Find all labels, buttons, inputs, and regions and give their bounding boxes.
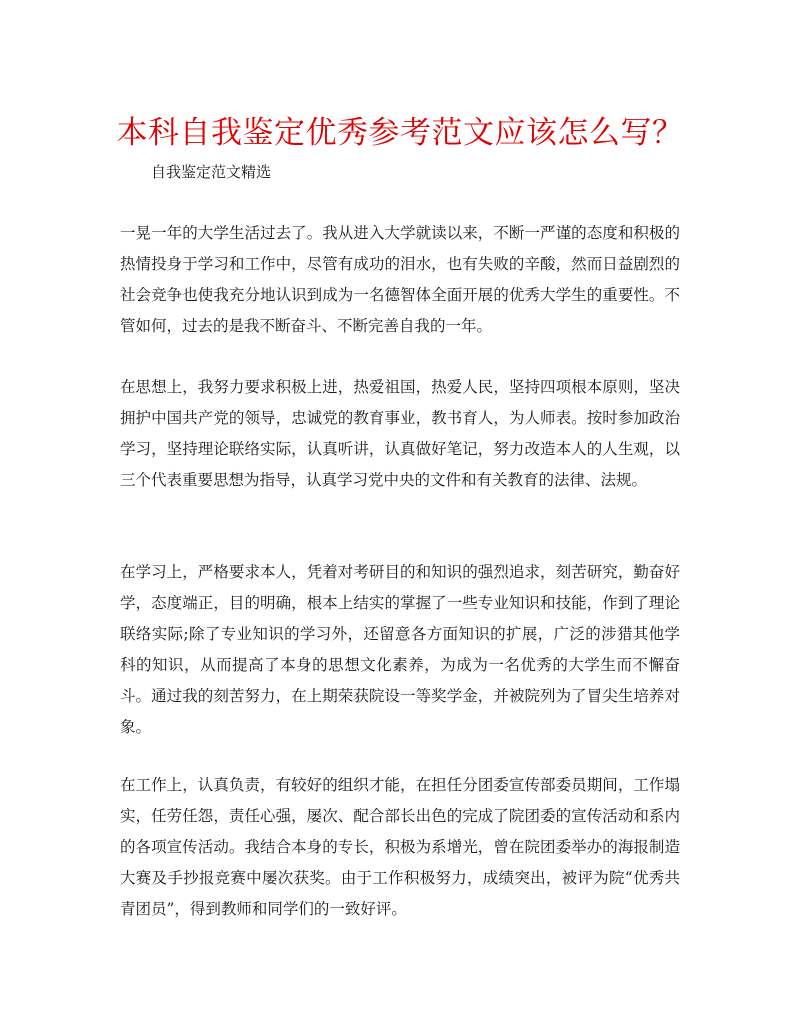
document-subtitle: 自我鉴定范文精选 bbox=[151, 163, 272, 181]
paragraph-ideology: 在思想上，我努力要求积极上进，热爱祖国，热爱人民，坚持四项根本原则，坚决拥护中国共产党的领导，忠诚党的教育事业，教书育人，为人师表。按时参加政治学习，坚持理论联络实际，认真听讲，认真做好笔记，努力改造本人的人生观，以三个代表重要思想为指导，认真学习党中央的文件和有关教育的法律、法规。 bbox=[120, 378, 680, 489]
document-title: 本科自我鉴定优秀参考范文应该怎么写？ bbox=[116, 115, 684, 151]
paragraph-intro: 一晃一年的大学生活过去了。我从进入大学就读以来，不断一严谨的态度和积极的热情投身于学习和工作中，尽管有成功的泪水，也有失败的辛酸，然而日益剧烈的社会竞争也使我充分地认识到成为一名德智体全面开展的优秀大学生的重要性。不管如何，过去的是我不断奋斗、不断完善自我的一年。 bbox=[120, 224, 680, 335]
paragraph-study: 在学习上，严格要求本人，凭着对考研目的和知识的强烈追求，刻苦研究，勤奋好学，态度端正，目的明确，根本上结实的掌握了一些专业知识和技能，作到了理论联络实际;除了专业知识的学习外，还留意各方面知识的扩展，广泛的涉猎其他学科的知识，从而提高了本身的思想文化素养，为成为一名优秀的大学生而不懈奋斗。通过我的刻苦努力，在上期荣获院设一等奖学金，并被院列为了冒尖生培养对象。 bbox=[120, 563, 680, 736]
paragraph-work: 在工作上，认真负责，有较好的组织才能，在担任分团委宣传部委员期间，工作塌实，任劳任怨，责任心强，屡次、配合部长出色的完成了院团委的宣传活动和系内的各项宣传活动。我结合本身的专长，积极为系增光，曾在院团委举办的海报制造大赛及手抄报竞赛中屡次获奖。由于工作积极努力，成绩突出，被评为院“优秀共青团员”，得到教师和同学们的一致好评。 bbox=[120, 776, 680, 918]
